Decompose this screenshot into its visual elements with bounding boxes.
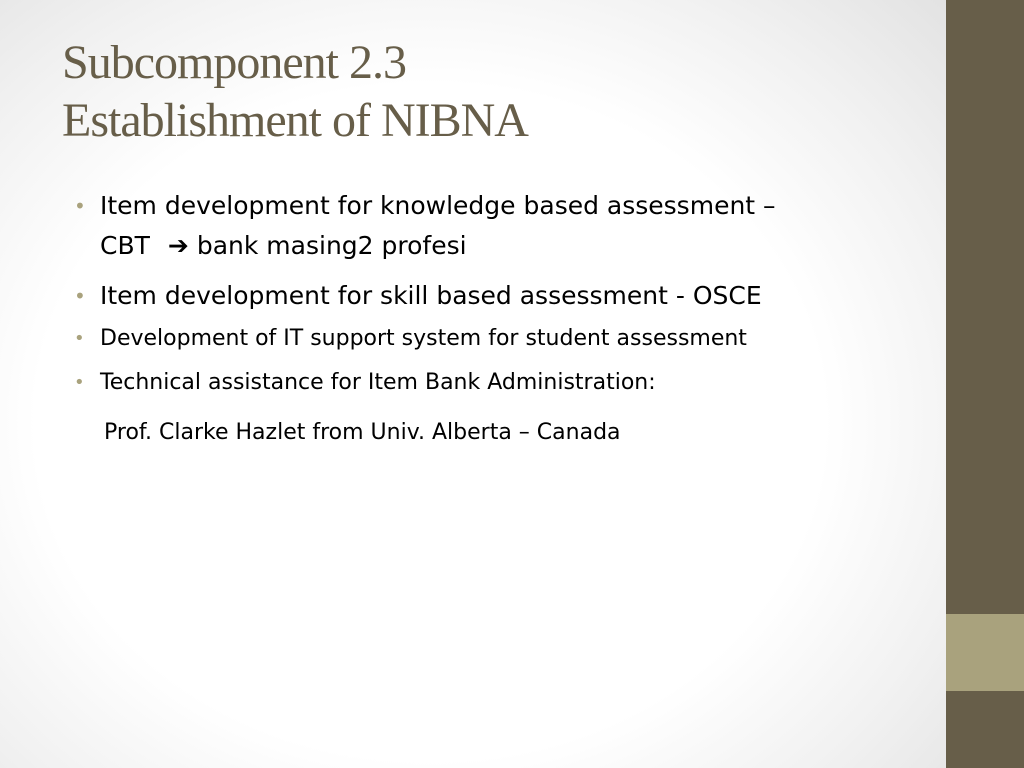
title-line-2: Establishment of NIBNA — [62, 94, 528, 147]
bullet-text: Development of IT support system for student assessment — [100, 326, 747, 351]
arrow-right-icon: ➔ — [167, 231, 189, 260]
sub-item-text: Prof. Clarke Hazlet from Univ. Alberta – Canada — [104, 420, 621, 445]
sidebar-accent-decoration — [946, 614, 1024, 691]
bullet-text-continuation — [100, 226, 914, 266]
bullet-text: Technical assistance for Item Bank Administration: — [100, 370, 656, 395]
title-line-1: Subcomponent 2.3 — [62, 36, 406, 89]
slide-title — [62, 34, 922, 150]
bullet-item — [74, 186, 914, 266]
bullet-marker-icon: • — [74, 328, 85, 349]
bullet-text-cbt: CBT — [100, 231, 150, 260]
bullet-item — [74, 366, 914, 400]
bullet-text: Item development for knowledge based assessment – — [100, 191, 776, 220]
bullet-marker-icon: • — [74, 194, 86, 218]
bullet-text: Item development for skill based assessment - OSCE — [100, 281, 762, 310]
bullet-item — [74, 276, 914, 316]
bullet-list — [74, 186, 914, 400]
bullet-marker-icon: • — [74, 284, 86, 308]
bullet-marker-icon: • — [74, 372, 85, 393]
bullet-item — [74, 322, 914, 356]
bullet-text-bank: bank masing2 profesi — [196, 231, 467, 260]
